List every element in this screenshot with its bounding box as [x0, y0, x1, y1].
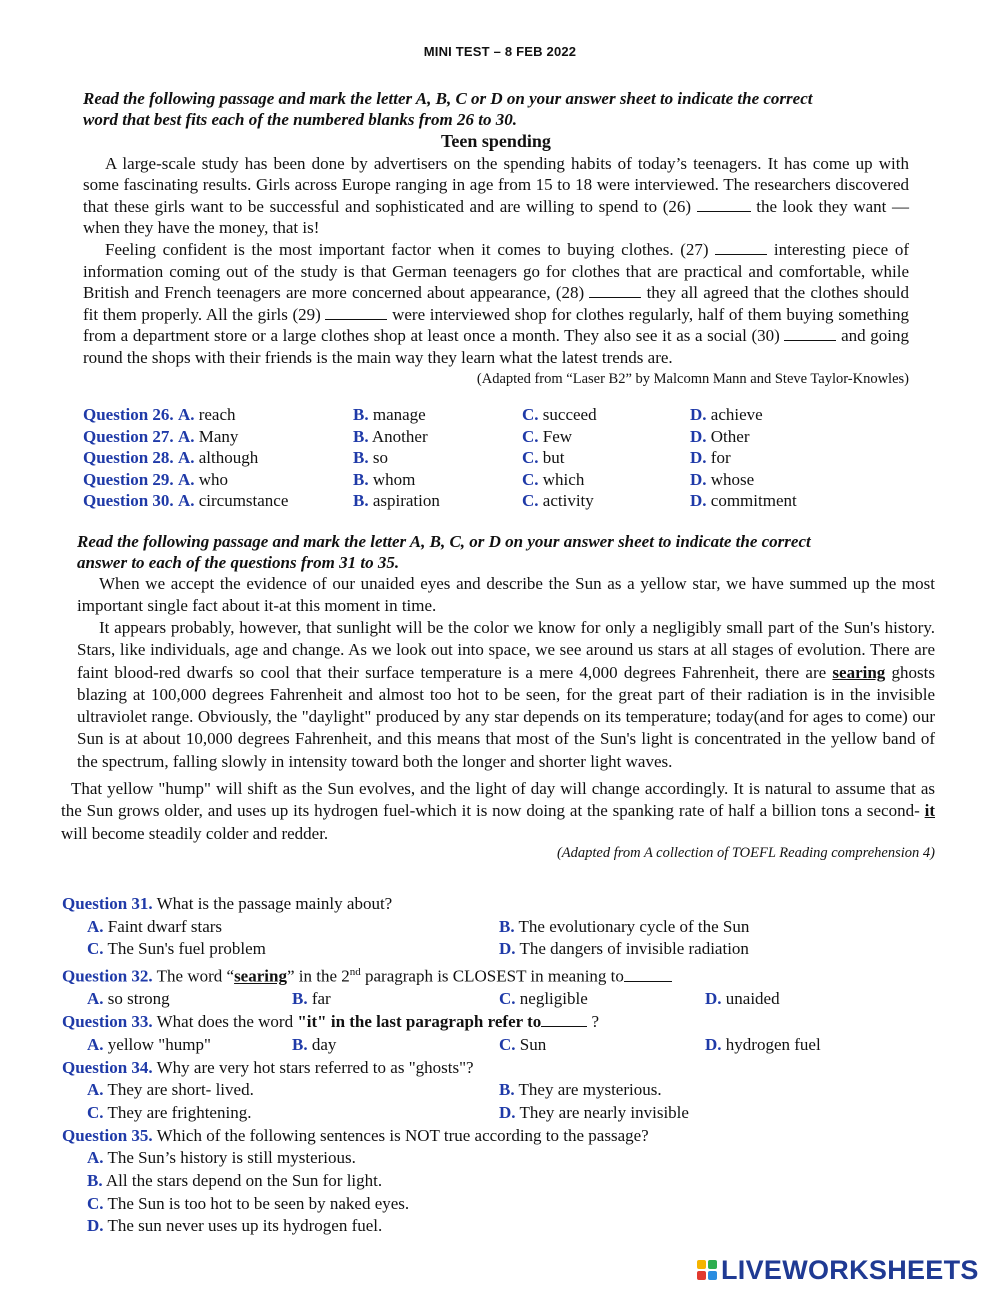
option-d[interactable]: They are nearly invisible — [519, 1102, 689, 1122]
passage-title: Teen spending — [441, 131, 551, 151]
logo-icon — [697, 1260, 717, 1280]
option-a[interactable]: although — [198, 448, 259, 468]
option-d[interactable]: unaided — [725, 989, 780, 1009]
option-a[interactable]: The Sun’s history is still mysterious. — [107, 1148, 356, 1168]
option-a[interactable]: so strong — [107, 989, 170, 1009]
blank-33 — [541, 1012, 587, 1027]
passage-2-paragraph-1: When we accept the evidence of our unaided eyes and describe the Sun as a yellow star, we have summed up the most important single fact about it-at this moment in time. — [77, 574, 935, 615]
option-c[interactable]: Sun — [519, 1034, 547, 1054]
option-b[interactable]: whom — [372, 469, 416, 489]
option-b[interactable]: The evolutionary cycle of the Sun — [518, 916, 750, 936]
question-34: Question 34. Why are very hot stars referred to as "ghosts"? — [62, 1057, 474, 1077]
questions-31-35: Question 31. What is the passage mainly about? A. Faint dwarf stars B. The evolutionary cycle of the Sun C. The Sun's fuel problem D. The dangers of invisible radiation Question 32. The word “searing” in the 2nd paragraph is CLOSEST in meaning to A. so strong B. far C. negligible D. unaided Question 33. What does the word "it" in the last paragraph refer to ? A. yellow "hump" B. day C. Sun D. hydrogen fuel Question 34. Why are very hot stars referred to as "ghosts"? A. They are short- lived. B. They are mysterious. C. They are frightening. D. They are nearly invisible Question 35. Which of the following sentences is NOT true according to the passage? A. The Sun’s history is still mysterious. B. All the stars depend on the Sun for light. C. The Sun is too hot to be seen by naked eyes. D. The sun never uses up its hydrogen fuel. — [62, 893, 942, 1238]
question-label: Question 30. — [83, 491, 174, 511]
option-c[interactable]: but — [542, 448, 565, 468]
option-d[interactable]: Other — [710, 426, 750, 446]
option-b[interactable]: far — [311, 989, 331, 1009]
option-d[interactable]: commitment — [710, 491, 797, 511]
logo-text: LIVEWORKSHEETS — [721, 1254, 979, 1285]
option-b[interactable]: manage — [372, 405, 426, 424]
option-c[interactable]: succeed — [542, 405, 597, 424]
question-label: Question 27. — [83, 426, 174, 446]
option-d[interactable]: hydrogen fuel — [725, 1034, 821, 1054]
option-c[interactable]: negligible — [519, 989, 588, 1009]
question-label: Question 29. — [83, 469, 174, 489]
section-1 — [83, 88, 909, 390]
option-d[interactable]: for — [710, 448, 731, 468]
option-a[interactable]: circumstance — [198, 491, 289, 511]
section-2 — [61, 531, 936, 865]
liveworksheets-logo — [697, 1255, 979, 1285]
option-b[interactable]: They are mysterious. — [518, 1080, 662, 1100]
blank-30 — [784, 326, 836, 341]
passage-2-source: (Adapted from A collection of TOEFL Reading comprehension 4) — [556, 844, 935, 861]
questions-26-30 — [83, 405, 923, 513]
passage-2-paragraph-3: That yellow "hump" will shift as the Sun evolves, and the light of day will change accordingly. It is natural to assume that as the Sun grows older, and uses up its hydrogen fuel-which it is now doing at the spanking rate of half a billion tons a second- it will become steadily colder and redder. — [61, 779, 936, 843]
passage-1-source: (Adapted from “Laser B2” by Malcomn Mann and Steve Taylor-Knowles) — [476, 370, 909, 387]
question-row: Question 26. A. reach B. manage C. succeed D. achieve — [83, 405, 763, 424]
page-title: MINI TEST – 8 FEB 2022 — [423, 44, 577, 59]
passage-1-paragraph-2: Feeling confident is the most important factor when it comes to buying clothes. (27) interesting piece of information coming out of the study is that German teenagers go for clothes that are practical and comfortable, while British and French teenagers are more concerned about appearance, (28) they all agreed that the clothes should fit them properly. All the girls (29) were interviewed shop for clothes regularly, half of them buying something from a department store or a large clothes shop at least once a month. They also see it as a social (30) and going round the shops with their friends is the main way they learn what the latest trends are. — [83, 239, 910, 367]
option-c[interactable]: activity — [542, 491, 594, 511]
passage-2-paragraph-2: It appears probably, however, that sunlight will be the color we know for only a negligibly small part of the Sun's history. Stars, like individuals, age and change. As we look out into space, we see around us stars at all stages of evolution. There are faint blood-red dwarfs so cool that their surface temperature is a mere 4,000 degrees Fahrenheit, there are searing ghosts blazing at 100,000 degrees Fahrenheit and almost too hot to be seen, for the great part of their radiation is in the invisible ultraviolet range. Obviously, the "daylight" produced by any star depends on its temperature; today(and for ages to come) our Sun is at about 10,000 degrees Fahrenheit, and this means that most of the Sun's light is concentrated in the yellow band of the spectrum, falling slowly in intensity toward both the longer and shorter light waves. — [77, 618, 936, 771]
question-row: Question 30. A. circumstance B. aspiration C. activity D. commitment — [83, 491, 797, 511]
option-d[interactable]: The sun never uses up its hydrogen fuel. — [107, 1216, 383, 1236]
question-35: Question 35. Which of the following sentences is NOT true according to the passage? — [62, 1125, 649, 1145]
option-a[interactable]: yellow "hump" — [107, 1034, 211, 1054]
question-33: Question 33. What does the word "it" in the last paragraph refer to ? — [62, 1012, 600, 1032]
blank-29 — [325, 305, 387, 320]
question-label: Question 28. — [83, 448, 174, 468]
option-c[interactable]: The Sun's fuel problem — [107, 939, 266, 959]
option-c[interactable]: They are frightening. — [107, 1102, 252, 1122]
option-b[interactable]: aspiration — [372, 491, 440, 511]
option-a[interactable]: They are short- lived. — [107, 1080, 254, 1100]
question-label: Question 26. — [83, 405, 174, 424]
option-d[interactable]: achieve — [710, 405, 763, 424]
option-b[interactable]: All the stars depend on the Sun for light. — [105, 1171, 383, 1190]
option-a[interactable]: Faint dwarf stars — [107, 916, 223, 936]
blank-27 — [715, 240, 767, 255]
passage-1-paragraph-1: A large-scale study has been done by advertisers on the spending habits of today’s teenagers. It has come up with some fascinating results. Girls across Europe ranging in age from 15 to 18 were interviewed. The researchers discovered that these girls want to be successful and sophisticated and are willing to spend to (26) the look they want — when they have the money, that is! — [83, 153, 910, 238]
highlighted-word-searing: searing — [832, 662, 886, 682]
question-row: Question 28. A. although B. so C. but D. for — [83, 448, 731, 468]
option-c[interactable]: which — [542, 469, 585, 489]
question-row: Question 29. A. who B. whom C. which D. whose — [83, 469, 755, 489]
blank-28 — [589, 283, 641, 298]
option-c[interactable]: Few — [542, 426, 573, 446]
option-a[interactable]: Many — [198, 426, 239, 446]
highlighted-word-it: it — [924, 801, 936, 821]
blank-32 — [624, 967, 672, 982]
blank-26 — [697, 197, 751, 212]
section-1-instruction: Read the following passage and mark the letter A, B, C or D on your answer sheet to indicate the correct word that best fits each of the numbered blanks from 26 to 30. — [83, 89, 813, 129]
question-32: Question 32. The word “searing” in the 2nd paragraph is CLOSEST in meaning to — [62, 961, 942, 988]
section-2-instruction: Read the following passage and mark the letter A, B, C, or D on your answer sheet to indicate the correct answer to each of the questions from 31 to 35. — [77, 532, 811, 572]
option-b[interactable]: Another — [371, 426, 428, 446]
question-row: Question 27. A. Many B. Another C. Few D. Other — [83, 426, 750, 446]
option-a[interactable]: reach — [198, 405, 236, 424]
option-d[interactable]: whose — [710, 469, 755, 489]
question-31: Question 31. What is the passage mainly about? — [62, 894, 393, 913]
option-a[interactable]: who — [198, 469, 228, 489]
option-c[interactable]: The Sun is too hot to be seen by naked eyes. — [107, 1193, 410, 1213]
option-b[interactable]: so — [372, 448, 388, 468]
option-d[interactable]: The dangers of invisible radiation — [519, 939, 749, 959]
option-b[interactable]: day — [311, 1034, 337, 1054]
